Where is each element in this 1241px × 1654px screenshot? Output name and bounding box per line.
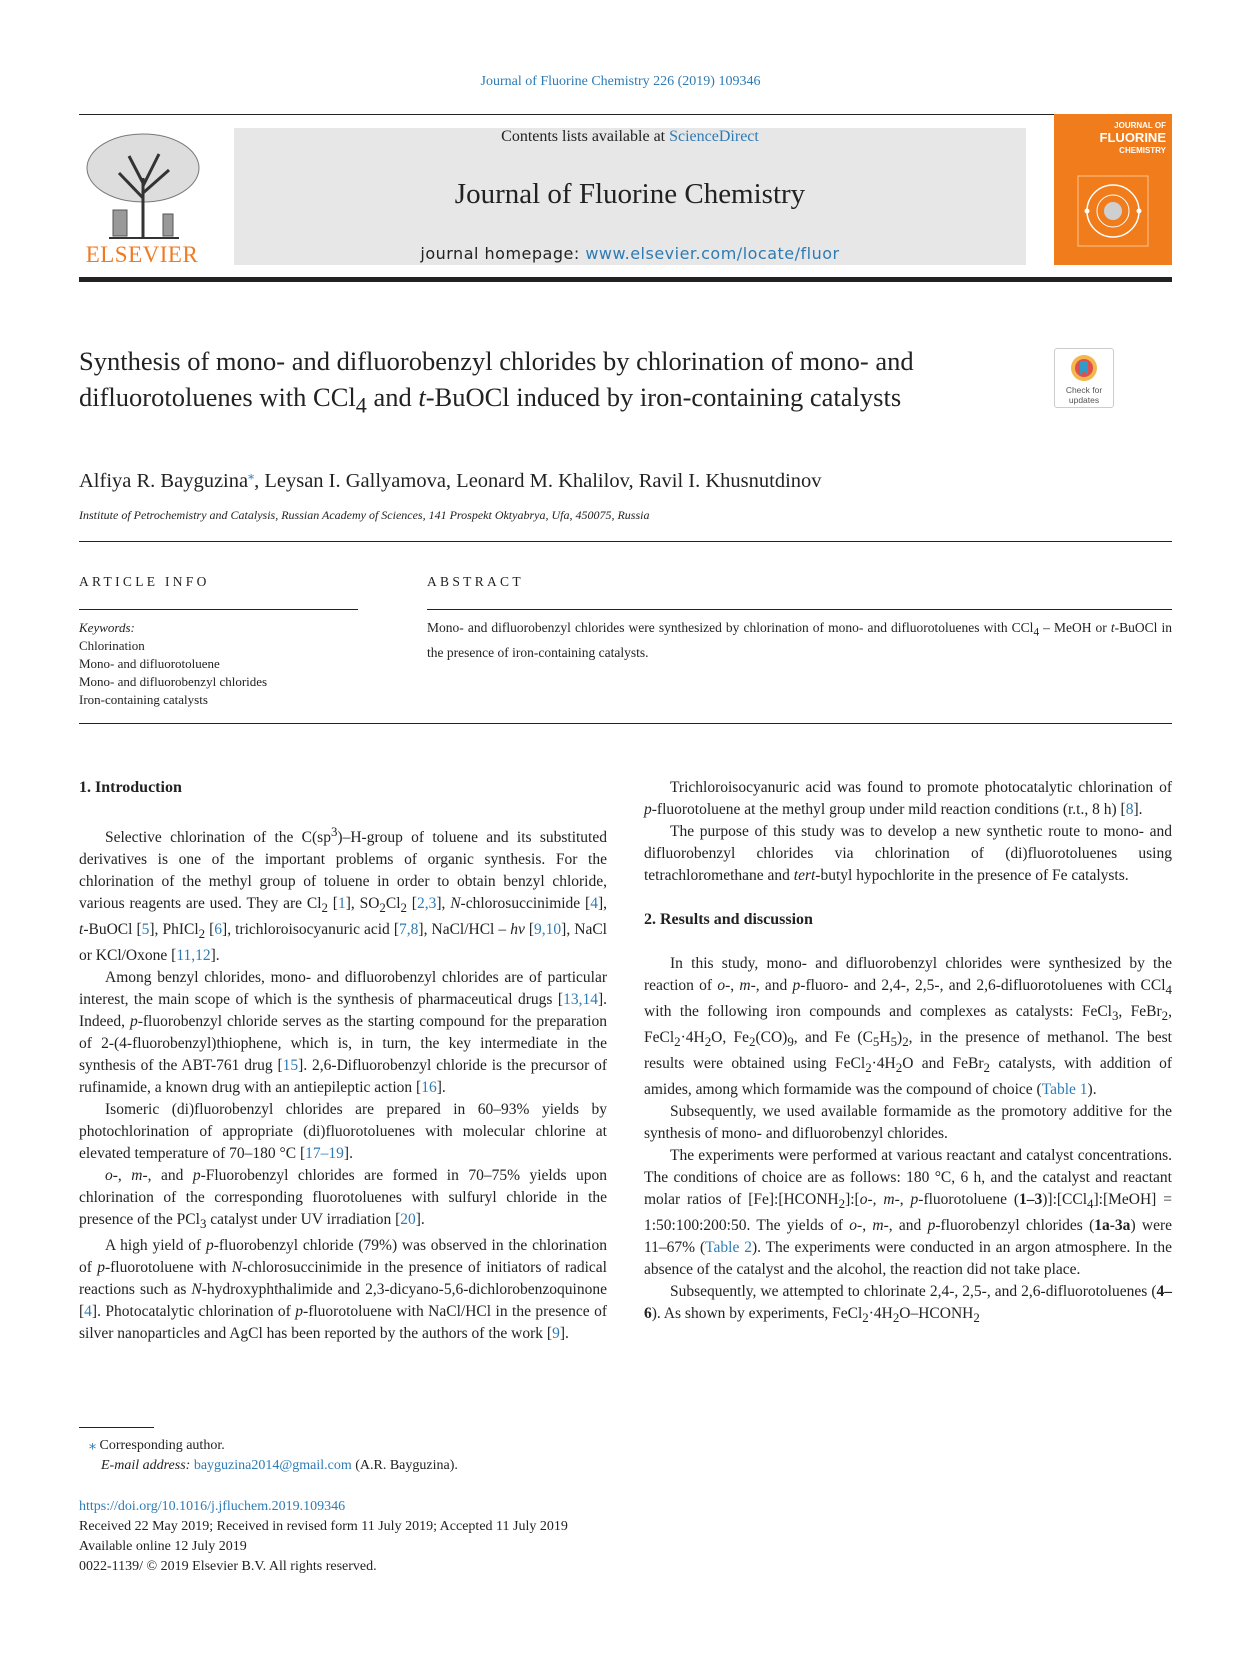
t: N xyxy=(191,1281,202,1299)
t: o xyxy=(849,1217,858,1235)
citation-link[interactable]: 1 xyxy=(337,895,346,913)
t: Selective chlorination of the C(sp xyxy=(105,829,331,847)
sub: 2 xyxy=(704,1034,712,1050)
citation-link[interactable]: 9 xyxy=(552,1325,560,1343)
t: ). As shown by experiments, FeCl xyxy=(651,1305,863,1323)
t: O, Fe xyxy=(711,1029,750,1047)
t: 1a-3a xyxy=(1094,1217,1131,1235)
sub: 2 xyxy=(895,1060,903,1076)
t: ]:[MeOH] = 1:50:100:200:50. The yields of xyxy=(644,1191,1172,1235)
t: -fluorobenzyl chlorides ( xyxy=(935,1217,1095,1235)
sub: 2 xyxy=(838,1196,846,1212)
sub: 2 xyxy=(902,1034,909,1050)
t: o xyxy=(859,1191,868,1209)
copyright: 0022-1139/ © 2019 Elsevier B.V. All rights reserved. xyxy=(79,1559,377,1574)
keyword-item: Mono- and difluorobenzyl chlorides xyxy=(79,674,268,689)
t: p xyxy=(927,1217,936,1235)
sup: 3 xyxy=(330,824,338,839)
t: O–HCONH xyxy=(899,1305,974,1323)
t: -fluorotoluene with xyxy=(104,1259,232,1277)
bookmark-icon xyxy=(1069,353,1099,383)
t: N xyxy=(450,895,461,913)
sub: 2 xyxy=(892,1310,900,1326)
corresponding-label: Corresponding author. xyxy=(96,1438,225,1453)
cover-line2: FLUORINE xyxy=(1099,130,1166,145)
table-2-link[interactable]: Table 2 xyxy=(705,1239,752,1257)
results-paragraph-3 xyxy=(644,1145,1172,1281)
sub: 2 xyxy=(983,1060,990,1076)
t: m xyxy=(883,1191,895,1209)
sub: 2 xyxy=(674,1034,681,1050)
t: ). The experiments were conducted in an argon atmosphere. In the absence of the catalyst and the alcohol, the reaction did not take place. xyxy=(644,1239,1172,1279)
citation-link[interactable]: 20 xyxy=(400,1211,416,1229)
other-authors: , Leysan I. Gallyamova, Leonard M. Khalilov, Ravil I. Khusnutdinov xyxy=(254,469,822,492)
t: -, xyxy=(857,1217,873,1235)
t: , and Fe (C xyxy=(793,1029,873,1047)
t: m xyxy=(131,1167,143,1185)
sub: 9 xyxy=(787,1034,794,1050)
t: -fluorotoluene with NaCl/HCl in the presence of silver nanoparticles and AgCl has been reported by the authors of the work xyxy=(79,1303,608,1343)
results-paragraph-1 xyxy=(644,953,1172,1101)
t: -chlorosuccinimide xyxy=(460,895,586,913)
t: -chlorosuccinimide in the presence of initiators of radical reactions such as xyxy=(79,1259,607,1299)
t: p xyxy=(205,1237,214,1255)
citation-link[interactable]: 13,14 xyxy=(563,991,598,1009)
abs-sub: 4 xyxy=(1033,626,1040,639)
citation-link[interactable]: 11,12 xyxy=(176,947,211,965)
t: p xyxy=(792,977,801,994)
t: Cl xyxy=(385,895,401,913)
contents-line xyxy=(234,128,1026,146)
email-suffix: (A.R. Bayguzina). xyxy=(351,1458,458,1473)
article-info-rule xyxy=(79,609,358,610)
t: , PhICl xyxy=(154,921,199,939)
citation-link[interactable]: 17–19 xyxy=(305,1145,344,1163)
sub: 2 xyxy=(973,1310,980,1326)
abstract-rule xyxy=(427,609,1172,610)
title-sub: 4 xyxy=(355,392,367,418)
corresponding-author-mark[interactable]: ⁎ xyxy=(248,468,255,482)
sub: 2 xyxy=(749,1034,756,1050)
t: 4–6 xyxy=(644,1283,1172,1323)
elsevier-wordmark: ELSEVIER xyxy=(85,242,199,267)
keyword-item: Mono- and difluorotoluene xyxy=(79,656,220,671)
t: O and FeBr xyxy=(902,1055,984,1073)
t: , trichloroisocyanuric acid xyxy=(227,921,394,939)
sub: 4 xyxy=(1087,1196,1094,1212)
sub: 2 xyxy=(198,926,206,942)
results-paragraph-2: Subsequently, we used available formamide as the promotory additive for the synthesis of mono- and difluorobenzyl chlorides. xyxy=(644,1103,1172,1143)
title-text-2: and xyxy=(366,382,419,412)
t: The experiments were performed at various reactant and catalyst concentrations. The conditions of choice are as follows: 180 °C, 6 h, and the catalyst and reactant molar ratios of [Fe]:[HCONH xyxy=(644,1147,1172,1209)
t: In this study, mono- and difluorobenzyl chlorides were synthesized by the reaction of xyxy=(644,955,1172,994)
t: (CO) xyxy=(755,1029,788,1047)
t: Among benzyl chlorides, mono- and difluorobenzyl chlorides are of particular interest, the main scope of which is the synthesis of pharmaceutical drugs xyxy=(79,969,607,1009)
citation-link[interactable]: 5 xyxy=(141,921,150,939)
t: ·4H xyxy=(868,1305,893,1323)
t: -, and xyxy=(142,1167,193,1185)
results-heading: 2. Results and discussion xyxy=(644,911,813,928)
title-text-3: -BuOCl induced by iron-containing catalysts xyxy=(425,382,902,412)
citation-link[interactable]: 4 xyxy=(590,895,598,913)
sub: 3 xyxy=(1111,1008,1119,1024)
check-line2: updates xyxy=(1068,395,1100,405)
t: -fluorobenzyl chloride (79%) was observed in the chlorination of xyxy=(79,1237,607,1277)
keywords-label: Keywords: xyxy=(79,620,135,635)
citation-link[interactable]: 6 xyxy=(214,921,223,939)
available-online: Available online 12 July 2019 xyxy=(79,1539,247,1554)
t: p xyxy=(644,801,652,818)
homepage-line xyxy=(234,244,1026,263)
t: N xyxy=(231,1259,243,1277)
footnote-mark[interactable]: ⁎ xyxy=(89,1438,96,1453)
t: . Indeed, xyxy=(79,991,607,1031)
t: m xyxy=(872,1217,884,1235)
t: -, and xyxy=(883,1217,928,1235)
t: catalyst under UV irradiation xyxy=(206,1211,396,1229)
t: Isomeric (di)fluorobenzyl chlorides are prepared in 60–93% yields by photochlorination of appropriate (di)fluorotoluenes with molecular chlorine at elevated temperature of 70–180 °C xyxy=(79,1101,607,1163)
t: ) xyxy=(897,1029,903,1047)
keyword-item: Iron-containing catalysts xyxy=(79,692,208,707)
t: catalysts, with addition of amides, among which formamide was the compound of choice ( xyxy=(644,1055,1172,1099)
t: A high yield of xyxy=(105,1237,206,1255)
sub: 5 xyxy=(890,1034,898,1050)
journal-cover xyxy=(1054,114,1172,265)
homepage-link[interactable]: www.elsevier.com/locate/fluor xyxy=(585,244,840,263)
t: p xyxy=(97,1259,105,1277)
t: -butyl hypochlorite in the presence of Fe catalysts. xyxy=(815,867,1129,884)
citation-link[interactable]: 15 xyxy=(282,1057,299,1075)
t: ). xyxy=(1087,1081,1097,1099)
citation-link[interactable]: 4 xyxy=(84,1303,92,1321)
citation-link[interactable]: 7,8 xyxy=(399,921,419,939)
sub: 2 xyxy=(862,1310,869,1326)
t: p xyxy=(192,1167,201,1185)
info-top-rule xyxy=(79,541,1172,542)
t: p xyxy=(129,1013,138,1031)
t: -BuOCl xyxy=(83,921,137,939)
t: H xyxy=(879,1029,891,1047)
article-title xyxy=(79,343,1029,423)
t: , FeCl xyxy=(644,1003,1172,1047)
t: o xyxy=(717,977,726,994)
t: p xyxy=(295,1303,304,1321)
t: t xyxy=(79,921,84,939)
t: ·4H xyxy=(871,1055,896,1073)
t: )–H-group of toluene and its substituted derivatives is one of the important problems of organic synthesis. For the chlorination of the methyl group of toluene in order to obtain benzyl chloride, various reagents are used. They are Cl xyxy=(79,829,607,913)
t: . Photocatalytic chlorination of xyxy=(97,1303,296,1321)
sub: 2 xyxy=(379,900,386,916)
t: , NaCl or KCl/Oxone xyxy=(79,921,607,965)
intro-paragraph-3: Isomeric (di)fluorobenzyl chlorides are prepared in 60–93% yields by photochlorination of appropriate (di)fluorotoluenes with molecular chlorine at elevated temperature of 70–180 °C [17–19]. xyxy=(79,1101,607,1163)
intro-paragraph-2: Among benzyl chlorides, mono- and difluorobenzyl chlorides are of particular interest, the main scope of which is the synthesis of pharmaceutical drugs [13,14]. Indeed, p-fluorobenzyl chloride serves as the starting compound for the preparation of 2-(4-fluorobenzyl)thiophene, which is, in turn, the key intermediate in the synthesis of the ABT-761 drug [15]. 2,6-Difluorobenzyl chloride is the precursor of rufinamide, a known drug with an antiepileptic action [16]. xyxy=(79,969,607,1097)
affiliation: Institute of Petrochemistry and Catalysis, Russian Academy of Sciences, 141 Prospekt Oktyabrya, Ufa, 450075, Russia xyxy=(79,508,650,522)
keyword-item: Chlorination xyxy=(79,638,145,653)
t: )]:[CCl xyxy=(1042,1191,1088,1209)
t: . xyxy=(349,1145,353,1163)
title-text-1: Synthesis of mono- and difluorobenzyl chlorides by chlorination of mono- and difluorotoluenes with CCl xyxy=(79,346,914,412)
atom-icon xyxy=(1076,174,1150,248)
header-bottom-rule xyxy=(79,277,1172,282)
t: tert xyxy=(793,867,816,884)
footnote-rule xyxy=(79,1427,154,1428)
t: Trichloroisocyanuric acid was found to promote photocatalytic chlorination of xyxy=(670,779,1172,796)
cover-title xyxy=(1086,120,1166,156)
t: , in the presence of methanol. The best results were obtained using FeCl xyxy=(644,1029,1172,1073)
right-paragraph-2 xyxy=(644,821,1172,887)
title-italic: t xyxy=(418,382,426,412)
table-1-link[interactable]: Table 1 xyxy=(1041,1081,1088,1099)
t: , FeBr xyxy=(1118,1003,1162,1021)
t: hν xyxy=(510,921,525,939)
article-info-heading: ARTICLE INFO xyxy=(79,574,210,589)
cover-line3: CHEMISTRY xyxy=(1119,146,1166,155)
journal-reference[interactable]: Journal of Fluorine Chemistry 226 (2019) 109346 xyxy=(480,74,761,89)
header-top-rule xyxy=(79,114,1172,115)
homepage-prefix: journal homepage: xyxy=(420,244,580,263)
t: -, xyxy=(894,1191,911,1209)
check-line1: Check for xyxy=(1065,385,1103,395)
t: . xyxy=(1138,801,1143,818)
intro-paragraph-5: A high yield of p-fluorobenzyl chloride (79%) was observed in the chlorination of p-fluorotoluene with N-chlorosuccinimide in the presence of initiators of radical reactions such as N-hydroxyphthalimide and 2,3-dicyano-5,6-dichlorobenzoquinone [4]. Photocatalytic chlorination of p-fluorotoluene with NaCl/HCl in the presence of silver nanoparticles and AgCl has been reported by the authors of the work [9]. xyxy=(79,1237,608,1343)
journal-banner xyxy=(234,128,1026,265)
author-1: Alfiya R. Bayguzina xyxy=(79,469,249,492)
elsevier-logo xyxy=(79,128,205,268)
t: ·4H xyxy=(680,1029,705,1047)
abs-t4: -BuOCl in the presence of iron-containing catalysts. xyxy=(427,620,1172,661)
sub: 5 xyxy=(872,1034,880,1050)
t: , NaCl/HCl – xyxy=(423,921,511,939)
elsevier-tree-icon xyxy=(79,128,205,240)
t: -, xyxy=(867,1191,884,1209)
email-label: E-mail address: xyxy=(101,1458,191,1473)
citation-link[interactable]: 16 xyxy=(421,1079,437,1097)
sub: 2 xyxy=(400,900,407,916)
email-link[interactable]: bayguzina2014@gmail.com xyxy=(193,1458,352,1473)
doi-link[interactable]: https://doi.org/10.1016/j.jfluchem.2019.109346 xyxy=(79,1499,346,1514)
t: -fluoro- and 2,4-, 2,5-, and 2,6-difluorotoluenes with CCl xyxy=(800,977,1166,994)
t: . xyxy=(564,1325,569,1343)
abs-italic: t xyxy=(1110,620,1115,635)
t: . xyxy=(420,1211,425,1229)
t: -fluorotoluene at the methyl group under mild reaction conditions (r.t., 8 h) xyxy=(651,801,1121,818)
t: . xyxy=(441,1079,446,1097)
abs-t1: Mono- and difluorobenzyl chlorides were synthesized by chlorination of mono- and difluorotoluenes with CCl xyxy=(427,620,1034,635)
left-column xyxy=(79,777,607,1345)
sub: 3 xyxy=(199,1216,207,1232)
footnote xyxy=(79,1436,458,1476)
cover-line1: JOURNAL OF xyxy=(1114,121,1166,130)
results-paragraph-4 xyxy=(644,1281,1172,1329)
check-for-updates-badge[interactable] xyxy=(1054,348,1114,408)
t: p xyxy=(910,1191,919,1209)
t: -hydroxyphthalimide and 2,3-dicyano-5,6-dichlorobenzoquinone xyxy=(201,1281,607,1299)
author-list xyxy=(79,468,822,493)
sciencedirect-link[interactable]: ScienceDirect xyxy=(669,128,759,145)
intro-paragraph-1: Selective chlorination of the $C(sp^3)-H$-group of toluene and its substituted derivatives is one of the important problems of organic synthesis. For the chlorination of the methyl group of toluene in order to obtain benzyl chloride, various reagents are used. They are $Cl_2$ [1], $SO_2Cl_2$ [2,3], N-chlorosuccinimide [4], t-BuOCl [5], PhICl$_2$ [6], trichloroisocyanuric acid [7,8], NaCl/HCl – hν [9,10], NaCl or KCl/Oxone [11,12]. xyxy=(79,824,607,965)
right-column xyxy=(644,777,1172,1330)
intro-paragraph-4: o-, m-, and p-Fluorobenzyl chlorides are formed in 70–75% yields upon chlorination of the corresponding fluorotoluenes with sulfuryl chloride in the presence of the PCl$_3$ catalyst under UV irradiation [20]. xyxy=(79,1167,607,1232)
introduction-heading: 1. Introduction xyxy=(79,779,182,796)
citation-link[interactable]: 8 xyxy=(1125,801,1134,818)
t: Subsequently, we attempted to chlorinate 2,4-, 2,5-, and 2,6-difluorotoluenes ( xyxy=(670,1283,1157,1301)
received-dates: Received 22 May 2019; Received in revised form 11 July 2019; Accepted 11 July 2019 xyxy=(79,1519,568,1534)
contents-prefix: Contents lists available at xyxy=(501,128,666,145)
t: -, xyxy=(112,1167,132,1185)
t: o xyxy=(105,1167,113,1185)
sub: 2 xyxy=(865,1060,872,1076)
sub: 4 xyxy=(1165,982,1172,998)
sub: 2 xyxy=(321,900,328,916)
t: m xyxy=(739,977,751,994)
t: -, and xyxy=(750,977,793,994)
t: ) were 11–67% ( xyxy=(644,1217,1173,1257)
t: . 2,6-Difluorobenzyl chloride is the precursor of rufinamide, a known drug with an antiepileptic action xyxy=(79,1057,607,1097)
t: SO xyxy=(354,895,380,913)
journal-title: Journal of Fluorine Chemistry xyxy=(454,178,806,210)
abstract-heading: ABSTRACT xyxy=(427,574,524,589)
info-bottom-rule xyxy=(79,723,1172,724)
t: ]:[ xyxy=(845,1191,860,1209)
t: 1–3 xyxy=(1019,1191,1043,1209)
abstract-text xyxy=(427,618,1172,664)
t: The purpose of this study was to develop a new synthetic route to mono- and difluorobenzyl chlorides via chlorination of (di)fluorotoluenes using tetrachloromethane and xyxy=(644,823,1172,884)
citation-link[interactable]: 2,3 xyxy=(416,895,437,913)
citation-link[interactable]: 9,10 xyxy=(534,921,562,939)
publication-info xyxy=(79,1497,568,1577)
sub: 2 xyxy=(1161,1008,1169,1024)
t: -, xyxy=(725,977,740,994)
t: -fluorotoluene ( xyxy=(918,1191,1020,1209)
abs-t2: – MeOH or xyxy=(1039,620,1111,635)
t: with the following iron compounds and complexes as catalysts: FeCl xyxy=(644,1003,1112,1021)
keywords-block xyxy=(79,619,267,709)
t: -Fluorobenzyl chlorides are formed in 70–75% yields upon chlorination of the corresponding fluorotoluenes with sulfuryl chloride in the presence of the PCl xyxy=(79,1167,607,1229)
t: -fluorobenzyl chloride serves as the starting compound for the preparation of 2-(4-fluorobenzyl)thiophene, which is, in turn, the key intermediate in the synthesis of the ABT-761 drug xyxy=(79,1013,607,1075)
right-paragraph-1: Trichloroisocyanuric acid was found to promote photocatalytic chlorination of p-fluorotoluene at the methyl group under mild reaction conditions (r.t., 8 h) [8]. xyxy=(644,779,1172,818)
